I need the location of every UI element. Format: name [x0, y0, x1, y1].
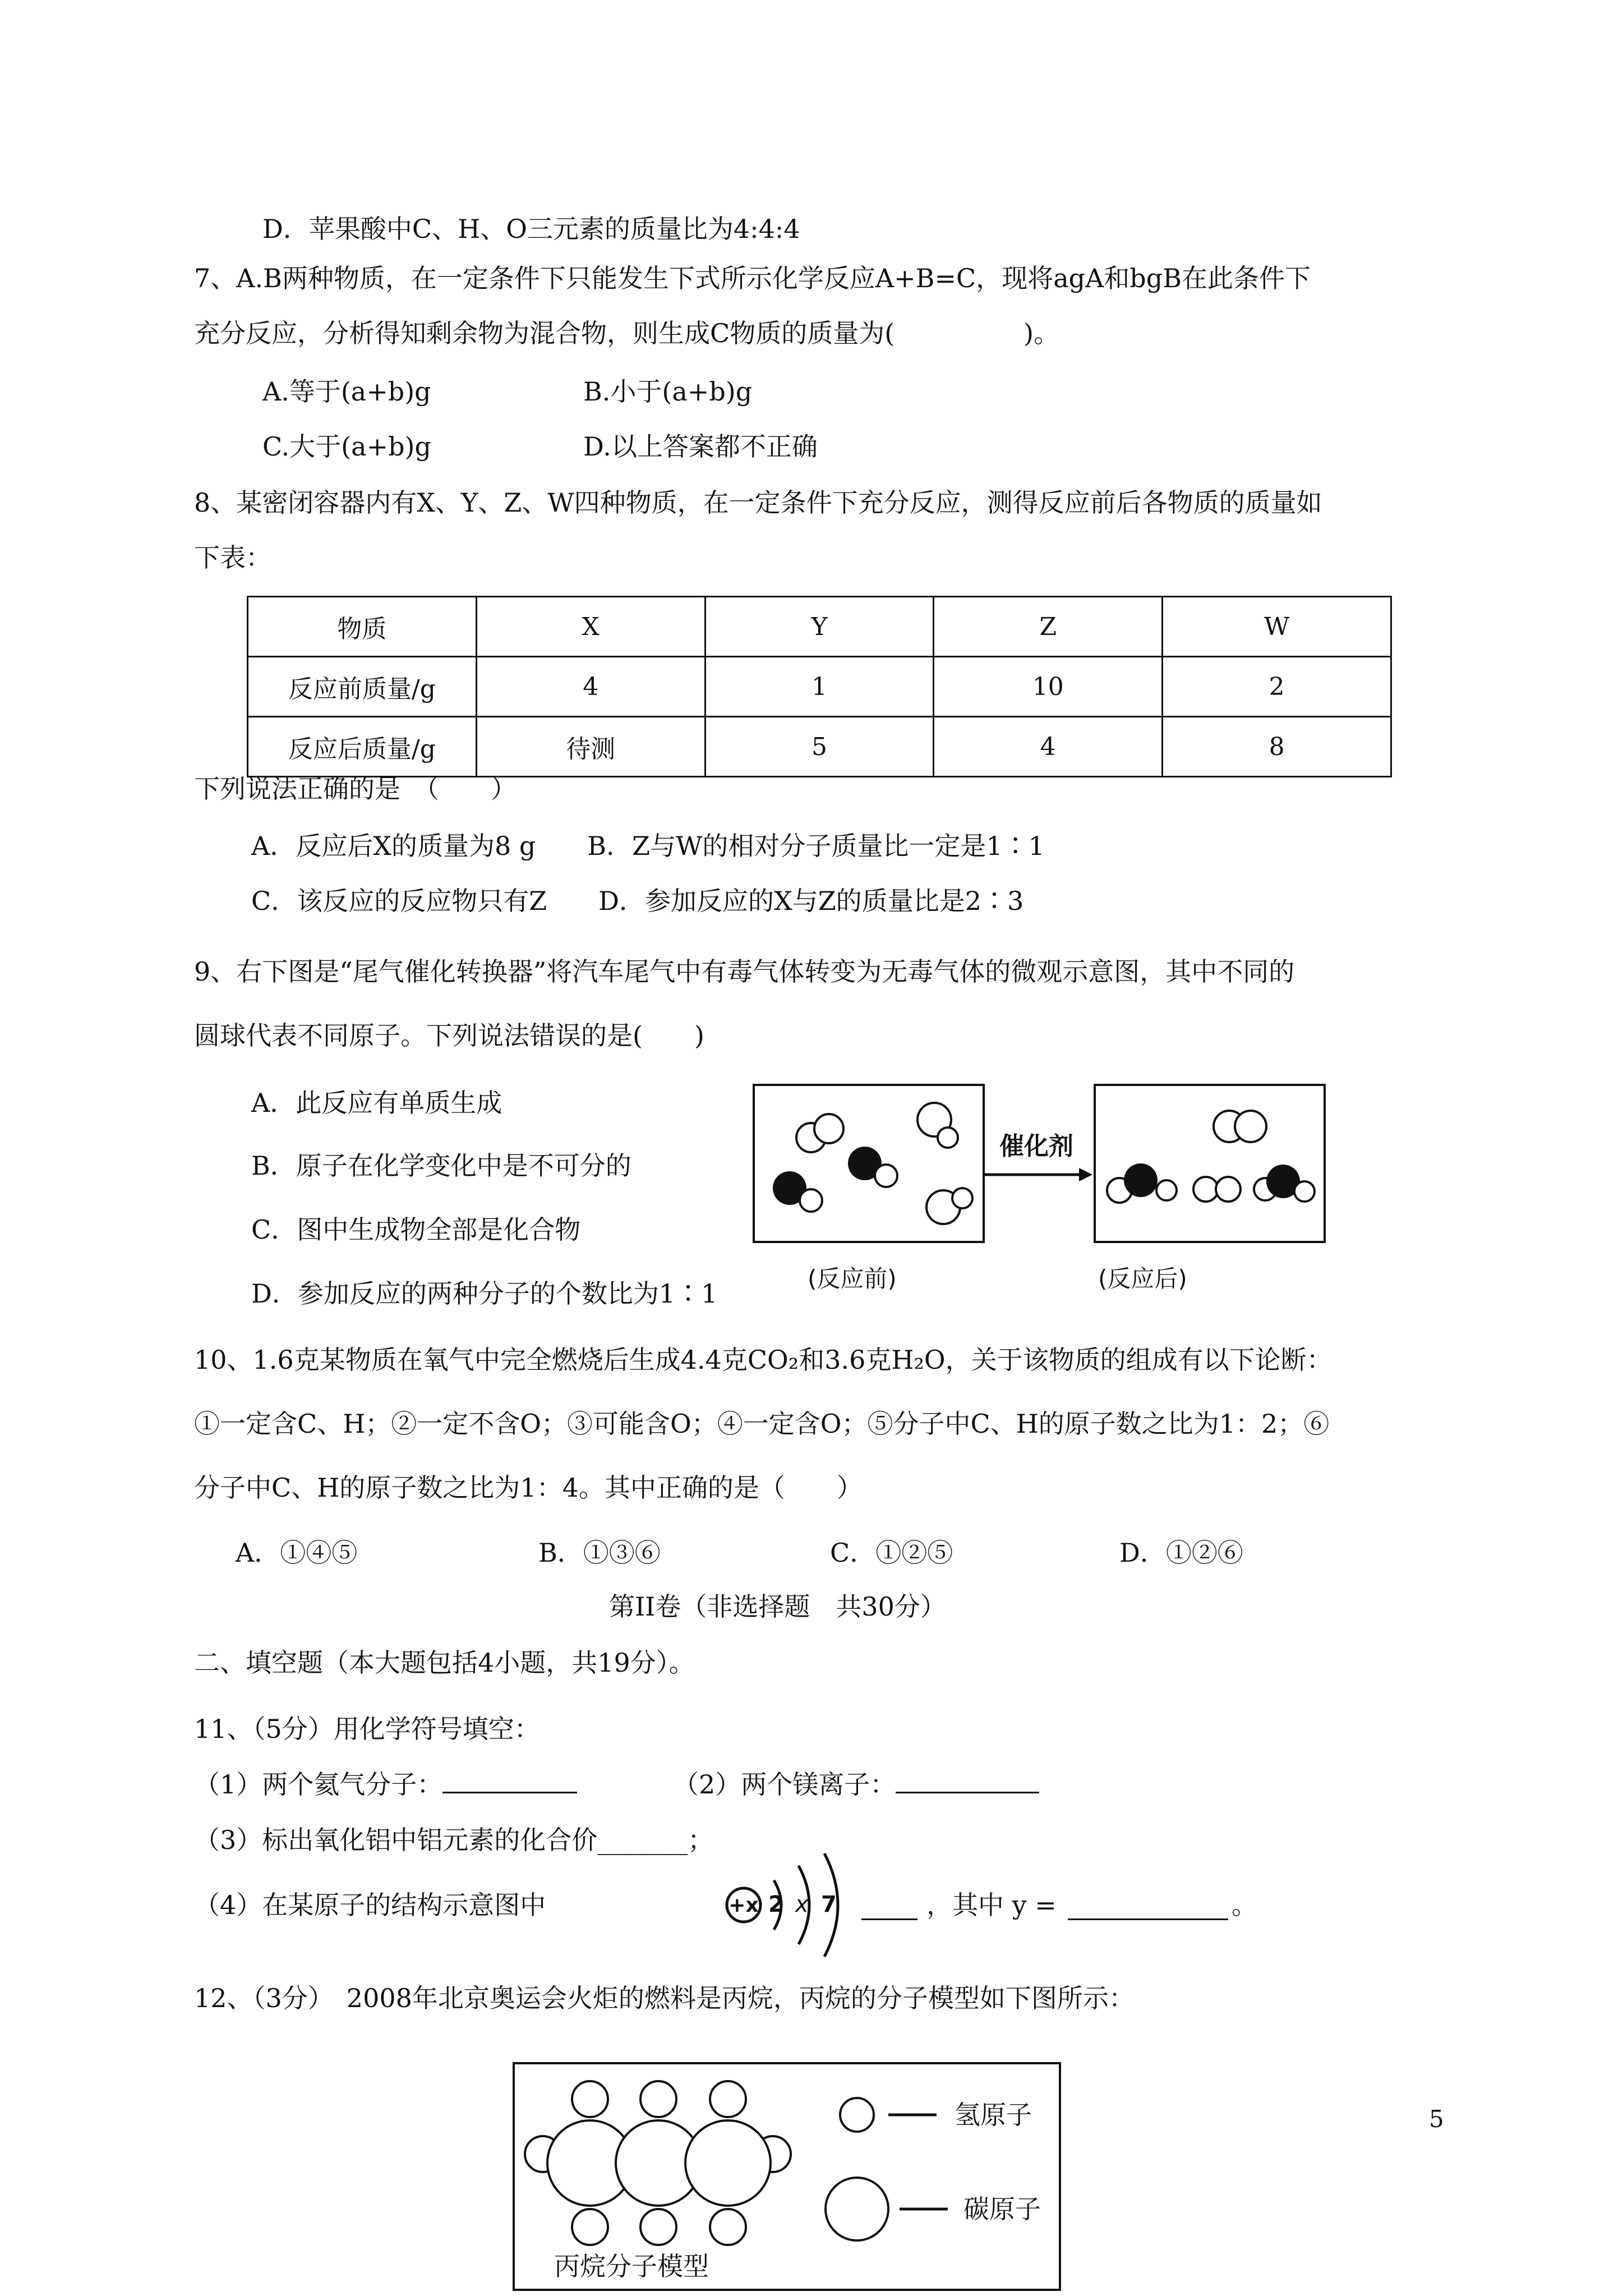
q8-stem-line1: 8、某密闭容器内有X、Y、Z、W四种物质，在一定条件下充分反应，测得反应前后各物质的质量如 [194, 487, 1322, 518]
q10-option-b: B．①③⑥ [538, 1538, 661, 1568]
white-atom-icon [952, 1188, 972, 1208]
part2-title: 第II卷（非选择题 共30分） [609, 1591, 946, 1622]
table-cell: 8 [1163, 717, 1391, 777]
hydrogen-atom-icon [572, 2209, 608, 2245]
q7-option-b: B.小于(a+b)g [583, 376, 753, 407]
legend-hydrogen-icon [840, 2098, 874, 2132]
white-atom-icon [1193, 1177, 1218, 1202]
answer-blank-y[interactable] [1068, 1894, 1228, 1920]
q9-option-c: C．图中生成物全部是化合物 [251, 1214, 581, 1245]
q8-options-cd: C．该反应的反应物只有Z D．参加反应的X与Z的质量比是2∶3 [251, 886, 1024, 916]
q7-option-d: D.以上答案都不正确 [583, 431, 818, 462]
legend-hydrogen-label: 氢原子 [955, 2100, 1032, 2130]
table-row [248, 717, 1391, 777]
q7-option-a: A.等于(a+b)g [262, 376, 431, 407]
q10-option-a: A．①④⑤ [236, 1538, 358, 1568]
table-header-cell: W [1163, 597, 1391, 657]
table-header-cell: 物质 [248, 597, 477, 657]
table-cell: 反应前质量/g [248, 657, 477, 717]
table-cell: 5 [705, 717, 934, 777]
answer-blank-2[interactable] [896, 1767, 1039, 1793]
shell-3-electrons: 7 [821, 1892, 837, 1917]
black-atom-icon [1124, 1163, 1158, 1197]
q11-part2 [673, 1767, 1039, 1801]
hydrogen-atom-icon [710, 2209, 746, 2245]
q11-part4-end: 。 [1232, 1890, 1257, 1920]
q10-stem-line2: ①一定含C、H；②一定不含O；③可能含O；④一定含O；⑤分子中C、H的原子数之比为1：2；⑥ [194, 1409, 1330, 1439]
table-row [248, 657, 1391, 717]
white-atom-icon [1156, 1180, 1177, 1200]
shell-1-electrons: 2 [768, 1892, 784, 1917]
q7-stem-line2: 充分反应，分析得知剩余物为混合物，则生成C物质的质量为( )。 [194, 318, 1060, 348]
q11-part4-label: （4）在某原子的结构示意图中 [194, 1890, 546, 1920]
shell-2-electrons: x [795, 1892, 809, 1917]
catalyst-label: 催化剂 [999, 1132, 1073, 1161]
white-atom-icon [814, 1114, 843, 1143]
q11-part4-tail [926, 1888, 1057, 1922]
q11-part1 [194, 1767, 577, 1801]
q12-stem: 12、（3分） 2008年北京奥运会火炬的燃料是丙烷，丙烷的分子模型如下图所示： [194, 1983, 1135, 2013]
q11-part3: （3）标出氧化铝中铝元素的化合价_______； [194, 1825, 714, 1855]
carbon-atom-icon [685, 2120, 771, 2206]
table-cell: 待测 [476, 717, 705, 777]
q6-option-d: D．苹果酸中C、H、O三元素的质量比为4:4:4 [262, 214, 800, 244]
page-number: 5 [1429, 2105, 1444, 2133]
table-cell: 4 [934, 717, 1163, 777]
table-header-row [248, 597, 1391, 657]
q8-prompt: 下列说法正确的是 （ ） [194, 774, 517, 804]
hydrogen-atom-icon [710, 2081, 746, 2117]
table-cell: 10 [934, 657, 1163, 717]
q9-stem-line1: 9、右下图是“尾气催化转换器”将汽车尾气中有毒气体转变为无毒气体的微观示意图，其中不同的 [194, 956, 1295, 987]
table-cell: 反应后质量/g [248, 717, 477, 777]
reaction-before-box [753, 1084, 985, 1243]
white-atom-icon [1235, 1111, 1266, 1142]
answer-blank-structure[interactable] [861, 1894, 917, 1920]
table-cell: 1 [705, 657, 934, 717]
white-atom-icon [1294, 1181, 1315, 1202]
atom-structure-diagram [716, 1849, 861, 1961]
q10-option-c: C．①②⑤ [830, 1538, 953, 1568]
q9-option-d: D．参加反应的两种分子的个数比为1∶1 [251, 1278, 718, 1309]
table-header-cell: Y [705, 597, 934, 657]
hydrogen-atom-icon [640, 2209, 676, 2245]
propane-molecule-diagram [515, 2064, 1059, 2289]
before-molecules-diagram [755, 1086, 983, 1241]
hydrogen-atom-icon [572, 2081, 608, 2117]
hydrogen-atom-icon [640, 2081, 676, 2117]
q8-options-ab: A．反应后X的质量为8 g B．Z与W的相对分子质量比一定是1∶1 [251, 831, 1045, 861]
legend-carbon-label: 碳原子 [963, 2194, 1041, 2224]
q8-stem-line2: 下表： [194, 542, 271, 573]
white-atom-icon [938, 1128, 958, 1148]
legend-carbon-icon [826, 2178, 888, 2240]
q11-part1-label: （1）两个氦气分子： [194, 1769, 443, 1800]
q10-stem-line3: 分子中C、H的原子数之比为1：4。其中正确的是（ ） [194, 1473, 863, 1503]
white-atom-icon [1216, 1177, 1241, 1202]
q7-stem-line1: 7、A.B两种物质，在一定条件下只能发生下式所示化学反应A+B=C，现将agA和bgB在此条件下 [194, 263, 1311, 293]
table-header-cell: Z [934, 597, 1163, 657]
q9-option-a: A．此反应有单质生成 [251, 1088, 502, 1118]
reaction-after-box [1094, 1084, 1326, 1243]
white-atom-icon [875, 1165, 897, 1187]
answer-blank-1[interactable] [442, 1767, 577, 1793]
q9-option-b: B．原子在化学变化中是不可分的 [251, 1151, 631, 1181]
q9-stem-line2: 圆球代表不同原子。下列说法错误的是( ) [194, 1020, 704, 1051]
propane-model-box [513, 2062, 1061, 2291]
section2-title: 二、填空题（本大题包括4小题，共19分）。 [194, 1648, 695, 1678]
before-caption: (反应前) [808, 1265, 897, 1292]
table-cell: 4 [476, 657, 705, 717]
q11-part2-label: （2）两个镁离子： [673, 1769, 896, 1800]
nucleus-charge: +x [728, 1894, 759, 1917]
after-molecules-diagram [1096, 1086, 1324, 1241]
q11-title: 11、（5分）用化学符号填空： [194, 1714, 540, 1744]
q10-stem-line1: 10、1.6克某物质在氧气中完全燃烧后生成4.4克CO₂和3.6克H₂O，关于该物质的组成有以下论断： [194, 1345, 1332, 1375]
q7-option-c: C.大于(a+b)g [262, 431, 431, 462]
table-header-cell: X [476, 597, 705, 657]
mass-table [247, 596, 1392, 777]
q10-option-d: D．①②⑥ [1119, 1538, 1243, 1568]
propane-model-caption: 丙烷分子模型 [554, 2251, 709, 2281]
q11-part4-tail-label: ，其中 y = [926, 1890, 1057, 1920]
white-atom-icon [800, 1189, 822, 1212]
after-caption: (反应后) [1098, 1265, 1187, 1292]
table-cell: 2 [1163, 657, 1391, 717]
reaction-arrow-icon [983, 1163, 1095, 1186]
